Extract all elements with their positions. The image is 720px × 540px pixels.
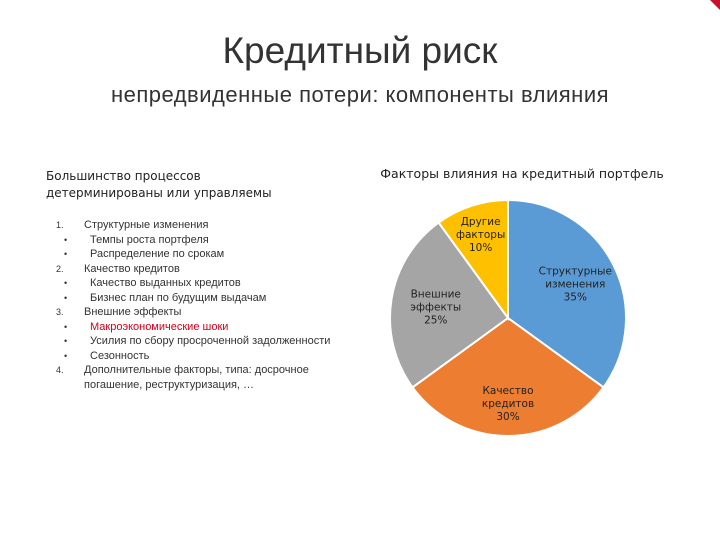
list-item-label: Внешние эффекты xyxy=(84,306,182,318)
left-heading xyxy=(46,168,346,202)
pie-slice-name: Качество xyxy=(482,384,534,397)
list-item xyxy=(56,305,346,320)
list-subitem xyxy=(56,233,346,248)
bullet-icon: • xyxy=(64,249,68,259)
pie-slice-value: 10% xyxy=(468,241,493,254)
list-item xyxy=(56,218,346,233)
list-item xyxy=(56,262,346,277)
list-subitem-label: Усилия по сбору просроченной задолженности xyxy=(90,335,331,347)
list-item-number: 3. xyxy=(56,307,64,317)
list-subitem xyxy=(56,247,346,262)
corner-accent xyxy=(710,0,720,10)
list-subitem xyxy=(56,349,346,364)
bullet-icon: • xyxy=(64,292,68,303)
pie-slice-name: Внешние xyxy=(410,288,461,301)
pie-slice-name: кредитов xyxy=(481,397,535,410)
pie-slice-name: факторы xyxy=(456,228,506,241)
list-subitem-label: Темпы роста портфеля xyxy=(90,233,209,246)
bullet-icon: • xyxy=(64,234,68,245)
slide-subtitle: непредвиденные потери: компоненты влияния xyxy=(110,82,610,107)
list-subitem xyxy=(56,334,346,349)
pie-slice-name: Структурные xyxy=(538,265,612,278)
pie-slice-name: изменения xyxy=(545,278,606,291)
pie-slice-value: 30% xyxy=(496,410,520,423)
list-item xyxy=(56,363,346,392)
list-subitem-label: Распределение по срокам xyxy=(90,248,225,260)
list-item-number: 1. xyxy=(56,220,64,230)
list-item-number: 4. xyxy=(56,365,64,375)
list-item-label: Структурные изменения xyxy=(84,219,209,231)
list-subitem-label: Бизнес план по будущим выдачам xyxy=(90,291,267,304)
list-item-label: Качество кредитов xyxy=(84,262,180,275)
slide-title: Кредитный риск xyxy=(222,30,498,71)
pie-slice-value: 35% xyxy=(563,291,587,304)
chart-title: Факторы влияния на кредитный портфель xyxy=(380,166,664,181)
left-heading-line-2: детерминированы или управляемы xyxy=(46,186,272,200)
list-subitem xyxy=(56,320,346,335)
bullet-icon: • xyxy=(64,278,68,288)
left-heading-line-1: Большинство процессов xyxy=(46,169,201,183)
list-subitem xyxy=(56,276,346,291)
list-subitem-label: Сезонность xyxy=(90,349,150,362)
bullet-icon: • xyxy=(64,336,68,346)
bullet-icon: • xyxy=(64,350,68,361)
list-subitem-label: Качество выданных кредитов xyxy=(90,277,241,289)
factor-list xyxy=(56,218,346,392)
bullet-icon: • xyxy=(64,321,68,332)
pie-slice-name: Другие xyxy=(460,215,501,228)
list-subitem xyxy=(56,291,346,306)
pie-slice-name: эффекты xyxy=(410,301,462,314)
list-subitem-label: Макроэкономические шоки xyxy=(90,320,229,333)
list-item-label: Дополнительные факторы, типа: досрочное погашение, реструктуризация, … xyxy=(84,364,309,391)
list-item-number: 2. xyxy=(56,263,64,274)
pie-chart xyxy=(380,190,640,450)
pie-slice-value: 25% xyxy=(424,314,448,327)
